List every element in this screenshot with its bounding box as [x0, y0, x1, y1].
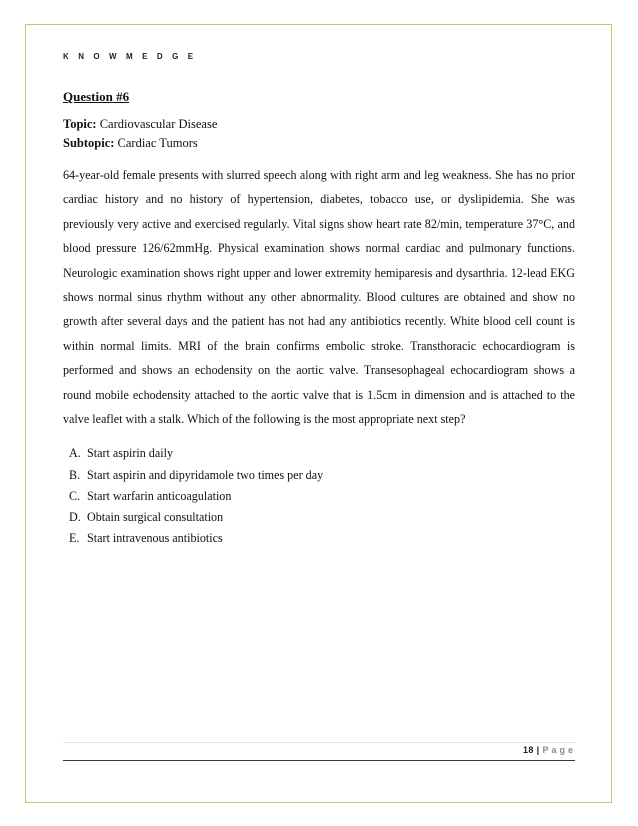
footer-divider-light	[63, 742, 575, 743]
topic-line	[63, 115, 575, 134]
option-text: Start aspirin and dipyridamole two times per day	[87, 467, 324, 482]
page-number-footer	[523, 745, 576, 755]
answer-option-d	[69, 507, 575, 528]
option-text: Obtain surgical consultation	[87, 510, 224, 525]
answer-option-e	[69, 528, 575, 549]
option-letter: D.	[69, 510, 81, 525]
topic-label: Topic:	[63, 117, 97, 131]
answer-option-b	[69, 465, 575, 486]
question-stem: 64-year-old female presents with slurred speech along with right arm and leg weakness. She has no prior cardiac history and no history of hypertension, diabetes, tobacco use, or dyslipidemia. She was previously very active and exercised regularly. Vital signs show heart rate 82/min, temperature 37°C, and blood pressure 126/62mmHg. Physical examination shows normal cardiac and pulmonary functions. Neurologic examination shows right upper and lower extremity hemiparesis and dysarthria. 12-lead EKG shows normal sinus rhythm without any other abnormality. Blood cultures are obtained and show no growth after several days and the patient has not had any antibiotics recently. White blood cell count is within normal limits. MRI of the brain confirms embolic stroke. Transthoracic echocardiogram is performed and shows an echodensity on the aortic valve. Transesophageal echocardiogram shows a round mobile echodensity attached to the aortic valve that is 1.5cm in dimension and is attached to the valve leaflet with a stalk. Which of the following is the most appropriate next step?	[63, 168, 575, 427]
subtopic-value: Cardiac Tumors	[117, 136, 198, 150]
subtopic-line	[63, 134, 575, 153]
question-content	[63, 88, 575, 549]
question-title: Question #6	[63, 89, 130, 104]
option-letter: E.	[69, 531, 80, 546]
page-word: Page	[542, 745, 576, 755]
answer-options	[63, 443, 575, 549]
header-brand: K N O W M E D G E	[63, 52, 197, 61]
subtopic-label: Subtopic:	[63, 136, 115, 150]
option-text: Start warfarin anticoagulation	[87, 488, 232, 503]
option-letter: B.	[69, 467, 81, 482]
answer-option-a	[69, 443, 575, 464]
option-letter: A.	[69, 446, 81, 461]
option-letter: C.	[69, 488, 81, 503]
option-text: Start intravenous antibiotics	[87, 531, 223, 546]
page-number: 18	[522, 745, 534, 755]
topic-value: Cardiovascular Disease	[99, 117, 218, 131]
page-separator: |	[536, 745, 540, 755]
option-text: Start aspirin daily	[87, 446, 173, 461]
footer-divider	[63, 760, 575, 761]
answer-option-c	[69, 486, 575, 507]
